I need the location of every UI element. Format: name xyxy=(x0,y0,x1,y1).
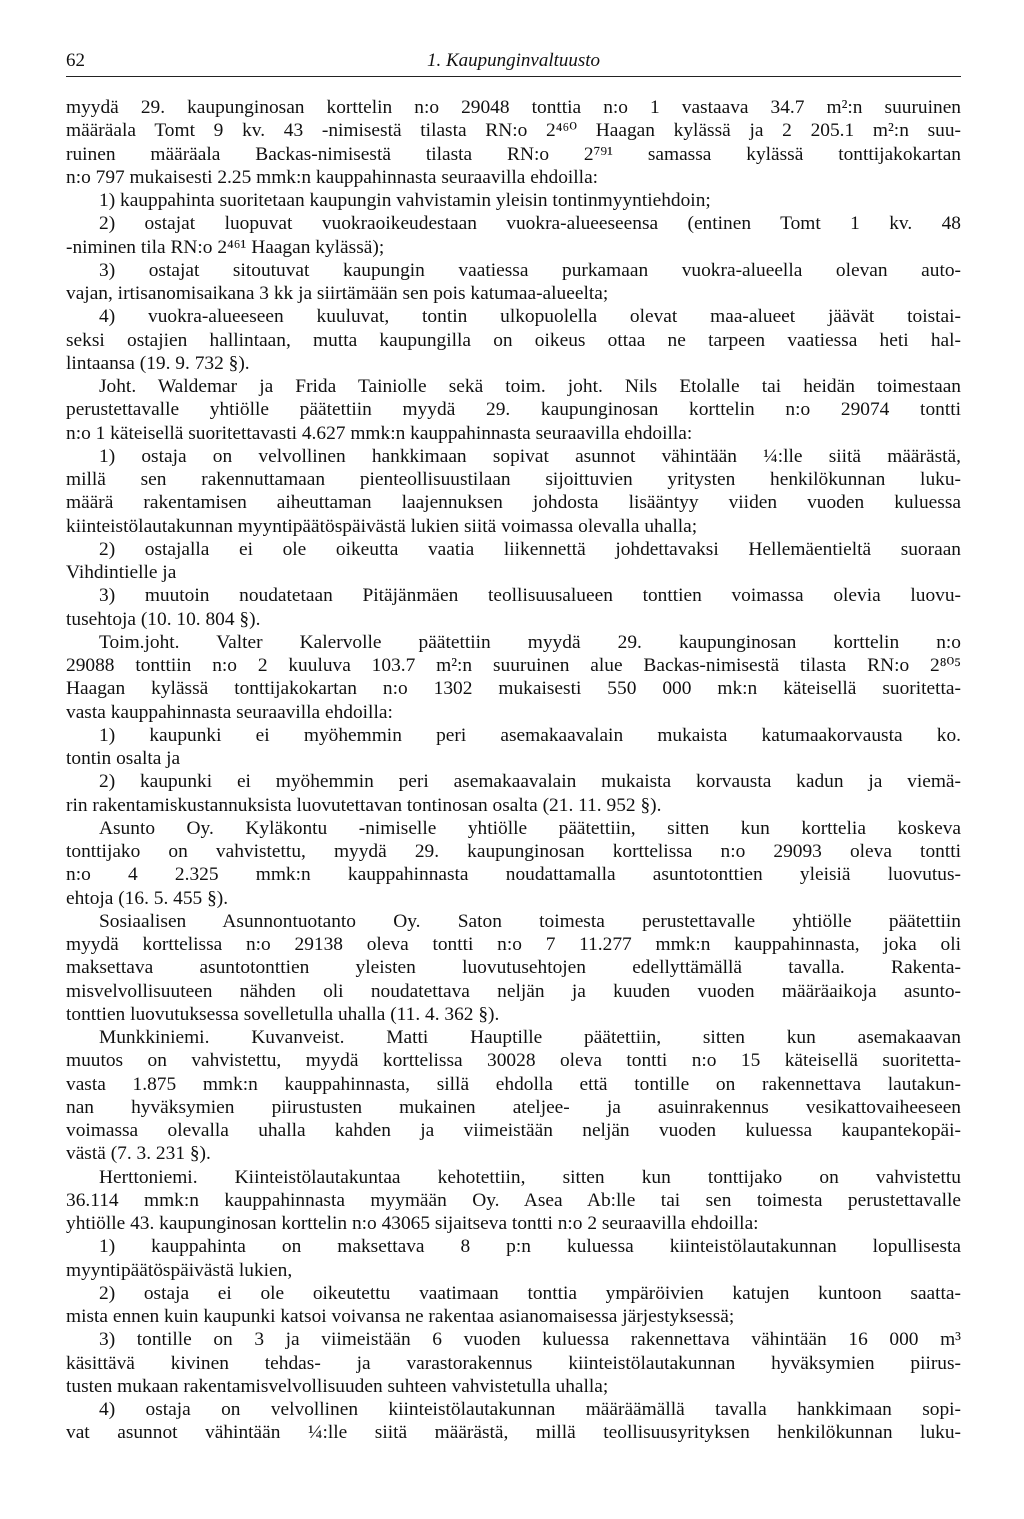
text-line: tonttien luovutuksessa sovelletulla uhalla (11. 4. 362 §). xyxy=(66,1003,500,1025)
text-line: vajan, irtisanomisaikana 3 kk ja siirtämään sen pois katumaa-alueelta; xyxy=(66,283,609,304)
text-line: Haagan kylässä tonttijakokartan n:o 1302 mukaisesti 550 000 mk:n käteisellä suoritetta- xyxy=(66,678,961,700)
text-line: myydä 29. kaupunginosan korttelin n:o 29048 tonttia n:o 1 vastaava 34.7 m²:n suuruinen xyxy=(66,97,961,118)
text-line: 2) kaupunki ei myöhemmin peri asemakaavalain mukaista korvausta kadun ja viemä- xyxy=(99,771,961,793)
body-text xyxy=(66,96,961,1445)
text-line: misvelvollisuuteen nähden oli noudatettava neljän ja kuuden vuoden määräaikoja asunto- xyxy=(66,980,961,1002)
text-line: Joht. Waldemar ja Frida Tainiolle sekä toim. joht. Nils Etolalle tai heidän toimestaan xyxy=(99,376,961,397)
text-line: määräala Tomt 9 kv. 43 -nimisestä tilasta RN:o 2⁴⁶⁰ Haagan kylässä ja 2 205.1 m²:n suu- xyxy=(66,120,961,142)
text-line: 29088 tonttiin n:o 2 kuuluva 103.7 m²:n suuruinen alue Backas-nimisestä tilasta RN:o 2⁸⁰⁵ xyxy=(66,655,961,676)
text-line: n:o 797 mukaisesti 2.25 mmk:n kauppahinnasta seuraavilla ehdoilla: xyxy=(66,166,599,188)
text-line: 4) ostaja on velvollinen kiinteistölautakunnan määräämällä tavalla hankkimaan sopi- xyxy=(99,1399,961,1420)
text-line: 1) ostaja on velvollinen hankkimaan sopivat asunnot vähintään ¼:lle siitä määrästä, xyxy=(99,445,961,467)
text-line: 1) kaupunki ei myöhemmin peri asemakaavalain mukaista katumaakorvausta ko. xyxy=(99,724,961,746)
text-line: millä sen rakennuttamaan pienteollisuustilaan sijoittuvien yritysten henkilökunnan luku- xyxy=(66,469,961,490)
text-line: Asunto Oy. Kyläkontu -nimiselle yhtiölle päätettiin, sitten kun korttelia koskeva xyxy=(99,817,961,839)
text-line: mista ennen kuin kaupunki katsoi voivansa ne rakentaa asianomaisessa järjestyksessä; xyxy=(66,1306,735,1327)
text-line: tontin osalta ja xyxy=(66,748,181,769)
text-line: vat asunnot vähintään ¼:lle siitä määrästä, millä teollisuusyrityksen henkilökunnan luku- xyxy=(66,1422,961,1444)
text-line: 36.114 mmk:n kauppahinnasta myymään Oy. Asea Ab:lle tai sen toimesta perustettavalle xyxy=(66,1189,961,1211)
text-line: tonttijako on vahvistettu, myydä 29. kaupunginosan korttelissa n:o 29093 oleva tontti xyxy=(66,841,961,862)
text-line: 1) kauppahinta on maksettava 8 p:n kuluessa kiinteistölautakunnan lopullisesta xyxy=(99,1236,961,1258)
text-line: 1) kauppahinta suoritetaan kaupungin vahvistamin yleisin tontinmyyntiehdoin; xyxy=(99,190,711,211)
text-line: Munkkiniemi. Kuvanveist. Matti Hauptille päätettiin, sitten kun asemakaavan xyxy=(99,1027,961,1048)
text-line: ruinen määräala Backas-nimisestä tilasta RN:o 2⁷⁹¹ samassa kylässä tonttijakokartan xyxy=(66,143,961,165)
page-number: 62 xyxy=(66,50,85,71)
running-header xyxy=(66,50,961,77)
text-line: ehtoja (16. 5. 455 §). xyxy=(66,887,229,909)
text-line: lintaansa (19. 9. 732 §). xyxy=(66,352,250,374)
text-line: 4) vuokra-alueeseen kuuluvat, tontin ulkopuolella olevat maa-alueet jäävät toistai- xyxy=(99,306,961,328)
text-line: Toim.joht. Valter Kalervolle päätettiin myydä 29. kaupunginosan korttelin n:o xyxy=(99,631,961,653)
running-title: 1. Kaupunginvaltuusto xyxy=(426,50,601,71)
text-line: 3) tontille on 3 ja viimeistään 6 vuoden kuluessa rakennettava vähintään 16 000 m³ xyxy=(99,1329,961,1351)
text-line: Herttoniemi. Kiinteistölautakuntaa kehotettiin, sitten kun tonttijako on vahvistettu xyxy=(99,1166,961,1188)
text-line: vasta 1.875 mmk:n kauppahinnasta, sillä ehdolla että tontille on rakennettava lautakun- xyxy=(66,1073,961,1095)
text-line: yhtiölle 43. kaupunginosan korttelin n:o 43065 sijaitseva tontti n:o 2 seuraavilla ehdoilla: xyxy=(66,1213,759,1234)
text-line: 2) ostajat luopuvat vuokraoikeudestaan vuokra-alueeseensa (entinen Tomt 1 kv. 48 xyxy=(99,213,961,235)
text-line: tusten mukaan rakentamisvelvollisuuden suhteen vahvistetulla uhalla; xyxy=(66,1375,609,1397)
text-line: seksi ostajien hallintaan, mutta kaupungilla on oikeus ottaa ne tarpeen vaatiessa heti hal- xyxy=(66,329,961,351)
text-line: käsittävä kivinen tehdas- ja varastorakennus kiinteistölautakunnan hyväksymien piirus- xyxy=(66,1352,961,1374)
text-line: 3) ostajat sitoutuvat kaupungin vaatiessa purkamaan vuokra-alueella olevan auto- xyxy=(99,259,961,281)
text-line: 3) muutoin noudatetaan Pitäjänmäen teollisuusalueen tonttien voimassa olevia luovu- xyxy=(99,585,961,607)
text-line: määrä rakentamisen aiheuttaman laajennuksen johdosta lisääntyy viiden vuoden kuluessa xyxy=(66,492,961,514)
text-line: perustettavalle yhtiölle päätettiin myydä 29. kaupunginosan korttelin n:o 29074 tontti xyxy=(66,399,961,421)
text-line: n:o 4 2.325 mmk:n kauppahinnasta noudattamalla asuntotonttien yleisiä luovutus- xyxy=(66,864,961,886)
text-line: 2) ostajalla ei ole oikeutta vaatia liikennettä johdettavaksi Hellemäentieltä suoraan xyxy=(99,538,961,560)
text-line: Vihdintielle ja xyxy=(66,562,177,583)
text-line: -niminen tila RN:o 2⁴⁶¹ Haagan kylässä); xyxy=(66,236,385,258)
text-line: tusehtoja (10. 10. 804 §). xyxy=(66,608,261,630)
text-line: Sosiaalisen Asunnontuotanto Oy. Saton toimesta perustettavalle yhtiölle päätettiin xyxy=(99,910,961,932)
text-line: vasta kauppahinnasta seuraavilla ehdoilla: xyxy=(66,701,393,723)
text-line: 2) ostaja ei ole oikeutettu vaatimaan tonttia ympäröivien katujen kuntoon saatta- xyxy=(99,1282,961,1304)
text-line: västä (7. 3. 231 §). xyxy=(66,1143,211,1165)
text-line: voimassa olevalla uhalla kahden ja viimeistään neljän vuoden kuluessa kaupantekopäi- xyxy=(66,1120,961,1141)
text-line: rin rakentamiskustannuksista luovutettavan tontinosan osalta (21. 11. 952 §). xyxy=(66,794,662,816)
text-line: myydä korttelissa n:o 29138 oleva tontti n:o 7 11.277 mmk:n kauppahinnasta, joka oli xyxy=(66,934,961,955)
text-line: maksettava asuntotonttien yleisten luovutusehtojen edellyttämällä tavalla. Rakenta- xyxy=(66,957,961,979)
text-line: myyntipäätöspäivästä lukien, xyxy=(66,1259,293,1281)
text-line: muutos on vahvistettu, myydä korttelissa 30028 oleva tontti n:o 15 käteisellä suoritetta- xyxy=(66,1050,961,1072)
text-line: kiinteistölautakunnan myyntipäätöspäivästä lukien siitä voimassa olevalla uhalla; xyxy=(66,515,698,537)
text-line: n:o 1 käteisellä suoritettavasti 4.627 mmk:n kauppahinnasta seuraavilla ehdoilla: xyxy=(66,422,693,444)
text-line: nan hyväksymien piirustusten mukainen ateljee- ja asuinrakennus vesikattovaiheeseen xyxy=(66,1096,961,1118)
